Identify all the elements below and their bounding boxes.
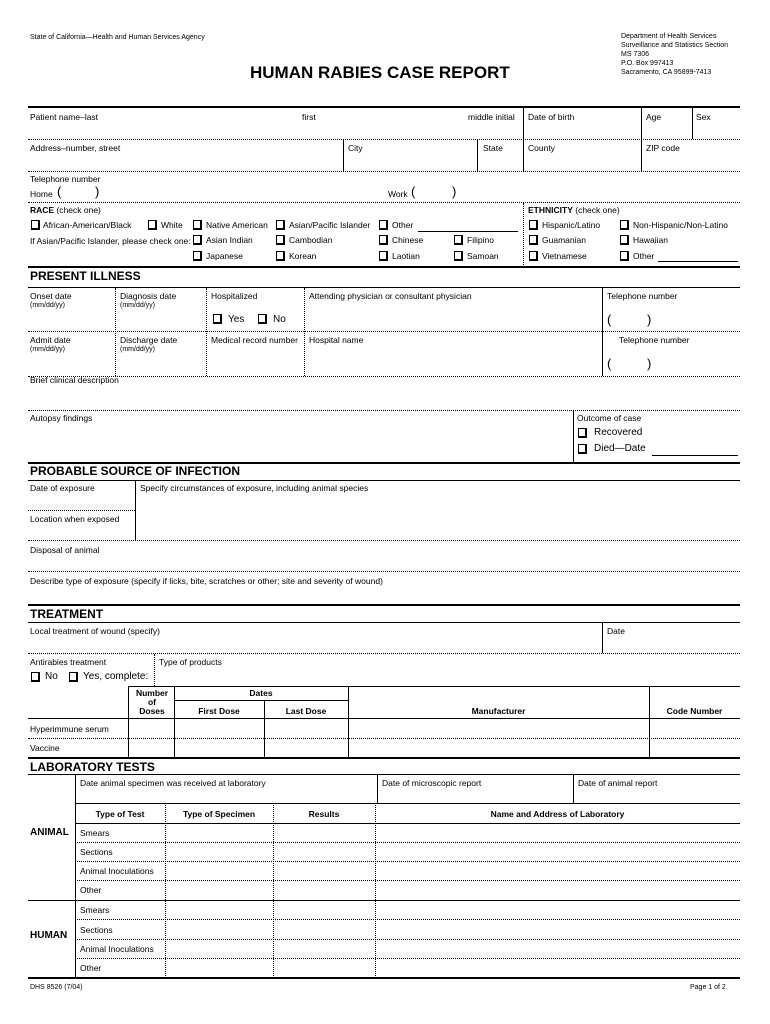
rule xyxy=(28,977,740,979)
test-row: Other xyxy=(80,963,102,973)
label-home: Home xyxy=(30,189,53,199)
rule xyxy=(28,604,740,606)
header-code-number: Code Number xyxy=(666,706,723,716)
label-discharge-date: Discharge date xyxy=(120,335,178,345)
race-checkbox[interactable] xyxy=(276,220,285,230)
agency-name: State of California—Health and Human Services Agency xyxy=(30,34,205,41)
date-format-hint: (mm/dd/yy) xyxy=(30,346,65,353)
page-number: Page 1 of 2 xyxy=(690,984,726,991)
asian-option: Samoan xyxy=(467,251,499,261)
asian-checkbox[interactable] xyxy=(276,251,285,261)
label-date-animal-report: Date of animal report xyxy=(578,778,658,788)
rule xyxy=(75,842,740,843)
asian-option: Laotian xyxy=(392,251,420,261)
label-county: County xyxy=(528,143,555,153)
rule xyxy=(28,331,740,332)
divider xyxy=(206,288,207,376)
label-diagnosis-date: Diagnosis date xyxy=(120,291,177,301)
test-row: Other xyxy=(80,885,102,895)
ethnicity-checkbox[interactable] xyxy=(529,220,538,230)
label-describe-exposure: Describe type of exposure (specify if licks, bite, scratches or other; site and severity of wound) xyxy=(30,576,383,586)
rule xyxy=(28,774,740,775)
ethnicity-option: Hispanic/Latino xyxy=(542,220,601,230)
ethnicity-option: Vietnamese xyxy=(542,251,587,261)
label-type-products: Type of products xyxy=(159,657,222,667)
divider xyxy=(115,288,116,376)
label-disposal: Disposal of animal xyxy=(30,545,100,555)
asian-checkbox[interactable] xyxy=(276,235,285,245)
rule xyxy=(28,900,740,901)
race-checkbox[interactable] xyxy=(379,220,388,230)
header-type-test: Type of Test xyxy=(95,809,145,819)
header-dates: Dates xyxy=(249,688,273,698)
divider xyxy=(573,774,574,803)
rule xyxy=(28,738,740,739)
date-format-hint: (mm/dd/yy) xyxy=(120,346,155,353)
dept-line-2: Surveillance and Statistics Section xyxy=(621,42,728,49)
race-checkbox[interactable] xyxy=(31,220,40,230)
rule xyxy=(75,919,740,920)
rule xyxy=(75,939,740,940)
ethnicity-checkbox[interactable] xyxy=(529,251,538,261)
asian-checkbox[interactable] xyxy=(454,235,463,245)
asian-checkbox[interactable] xyxy=(193,235,202,245)
test-row: Animal Inoculations xyxy=(80,866,154,876)
header-first-dose: First Dose xyxy=(198,706,240,716)
antirabies-no-label: No xyxy=(45,671,58,682)
section-present-illness: PRESENT ILLNESS xyxy=(30,269,141,283)
label-treatment-date: Date xyxy=(607,626,625,636)
rule xyxy=(28,287,740,288)
rule xyxy=(28,139,740,140)
race-hint: (check one) xyxy=(56,205,101,215)
divider xyxy=(602,288,603,376)
died-checkbox[interactable] xyxy=(578,444,587,454)
label-hospital-name: Hospital name xyxy=(309,335,364,345)
divider xyxy=(649,686,650,757)
header-manufacturer: Manufacturer xyxy=(471,706,526,716)
label-address: Address–number, street xyxy=(30,143,121,153)
asian-checkbox[interactable] xyxy=(379,251,388,261)
header-results: Results xyxy=(308,809,340,819)
died-label: Died—Date xyxy=(594,443,646,454)
test-row: Sections xyxy=(80,847,113,857)
label-date-exposure: Date of exposure xyxy=(30,483,95,493)
divider xyxy=(264,700,265,757)
divider xyxy=(165,803,166,978)
test-row: Sections xyxy=(80,925,113,935)
label-state: State xyxy=(483,143,503,153)
dept-line-4: P.O. Box 997413 xyxy=(621,60,674,67)
asian-checkbox[interactable] xyxy=(193,251,202,261)
antirabies-yes-checkbox[interactable] xyxy=(69,672,78,682)
race-option: Native American xyxy=(206,220,268,230)
label-antirabies: Antirabies treatment xyxy=(30,657,107,667)
header-number: Number xyxy=(135,688,169,698)
paren: ) xyxy=(647,312,652,327)
ethnicity-option: Guamanian xyxy=(542,235,586,245)
ethnicity-heading xyxy=(528,206,620,215)
rule xyxy=(28,510,135,511)
ethnicity-checkbox[interactable] xyxy=(529,235,538,245)
label-local-treatment: Local treatment of wound (specify) xyxy=(30,626,160,636)
died-date-fill-line[interactable] xyxy=(652,455,738,456)
label-admit-date: Admit date xyxy=(30,335,71,345)
divider xyxy=(174,686,175,757)
section-laboratory-tests: LABORATORY TESTS xyxy=(30,760,155,774)
rule xyxy=(28,376,740,377)
recovered-checkbox[interactable] xyxy=(578,428,587,438)
label-outcome: Outcome of case xyxy=(577,413,642,423)
label-first-name: first xyxy=(302,112,316,122)
hospitalized-yes-label: Yes xyxy=(228,314,245,325)
dept-line-5: Sacramento, CA 95899-7413 xyxy=(621,69,712,76)
divider xyxy=(692,107,693,139)
divider xyxy=(75,774,76,978)
paren: ( xyxy=(411,184,416,199)
hospitalized-no-label: No xyxy=(273,314,286,325)
race-option: Other xyxy=(392,220,414,230)
race-checkbox[interactable] xyxy=(193,220,202,230)
hospitalized-yes-checkbox[interactable] xyxy=(213,314,222,324)
paren: ) xyxy=(452,184,457,199)
ethnicity-option: Hawaiian xyxy=(633,235,668,245)
header-lab-name: Name and Address of Laboratory xyxy=(490,809,625,819)
paren: ( xyxy=(57,184,62,199)
rule xyxy=(28,106,740,108)
asian-option: Chinese xyxy=(392,235,424,245)
rule xyxy=(75,823,740,824)
paren: ( xyxy=(607,312,612,327)
divider xyxy=(477,139,478,171)
label-autopsy: Autopsy findings xyxy=(30,413,93,423)
race-heading xyxy=(30,206,101,215)
label-attending-physician: Attending physician or consultant physician xyxy=(309,291,472,301)
asian-checkbox[interactable] xyxy=(379,235,388,245)
paren: ) xyxy=(95,184,100,199)
divider xyxy=(523,107,524,139)
divider xyxy=(273,803,274,978)
rule xyxy=(75,803,740,804)
label-telephone: Telephone number xyxy=(30,174,101,184)
divider xyxy=(377,774,378,803)
ethnicity-checkbox[interactable] xyxy=(620,235,629,245)
rule xyxy=(28,757,740,759)
label-telephone-number: Telephone number xyxy=(607,291,678,301)
asian-option: Filipino xyxy=(467,235,494,245)
label-brief-clinical: Brief clinical description xyxy=(30,375,119,385)
asian-prompt: If Asian/Pacific Islander, please check one: xyxy=(30,236,191,246)
rule xyxy=(28,202,740,203)
other-fill-line[interactable] xyxy=(418,231,518,232)
rule xyxy=(75,958,740,959)
asian-checkbox[interactable] xyxy=(454,251,463,261)
header-type-specimen: Type of Specimen xyxy=(182,809,256,819)
header-doses: Doses xyxy=(139,706,165,716)
paren: ( xyxy=(607,356,612,371)
label-medical-record: Medical record number xyxy=(211,335,298,345)
label-middle-initial: middle initial xyxy=(468,112,515,122)
other-fill-line[interactable] xyxy=(658,261,738,262)
recovered-label: Recovered xyxy=(594,427,643,438)
label-specify-circumstances: Specify circumstances of exposure, including animal species xyxy=(140,483,369,493)
divider xyxy=(154,654,155,686)
divider xyxy=(128,686,129,757)
divider xyxy=(304,288,305,376)
ethnicity-label: ETHNICITY xyxy=(528,205,573,215)
label-date-of-birth: Date of birth xyxy=(528,112,575,122)
asian-option: Asian Indian xyxy=(206,235,253,245)
rule xyxy=(28,622,740,623)
label-human: HUMAN xyxy=(30,930,68,941)
ethnicity-option: Other xyxy=(633,251,655,261)
race-option: African-American/Black xyxy=(43,220,132,230)
label-animal: ANIMAL xyxy=(30,827,69,838)
race-option: Asian/Pacific Islander xyxy=(289,220,371,230)
label-zip-code: ZIP code xyxy=(646,143,680,153)
label-sex: Sex xyxy=(696,112,711,122)
rule xyxy=(28,410,740,411)
rule xyxy=(28,266,740,268)
dept-line-3: MS 7306 xyxy=(621,51,650,58)
divider xyxy=(641,107,642,139)
label-patient-name-last: Patient name–last xyxy=(30,112,99,122)
race-label: RACE xyxy=(30,205,55,215)
divider xyxy=(641,139,642,171)
form-id: DHS 8526 (7/04) xyxy=(30,984,83,991)
rule xyxy=(75,880,740,881)
asian-option: Japanese xyxy=(206,251,243,261)
header-last-dose: Last Dose xyxy=(285,706,327,716)
rule xyxy=(28,571,740,572)
ethnicity-hint: (check one) xyxy=(575,205,620,215)
asian-option: Korean xyxy=(289,251,317,261)
label-hospitalized: Hospitalized xyxy=(211,291,258,301)
label-age: Age xyxy=(646,112,662,122)
section-probable-source: PROBABLE SOURCE OF INFECTION xyxy=(30,464,241,478)
antirabies-no-checkbox[interactable] xyxy=(31,672,40,682)
race-checkbox[interactable] xyxy=(148,220,157,230)
hospitalized-no-checkbox[interactable] xyxy=(258,314,267,324)
label-city: City xyxy=(348,143,363,153)
label-onset-date: Onset date xyxy=(30,291,72,301)
divider xyxy=(523,139,524,171)
label-telephone-number-2: Telephone number xyxy=(619,335,690,345)
asian-option: Cambodian xyxy=(289,235,333,245)
rule xyxy=(28,718,740,719)
rule xyxy=(28,540,740,541)
test-row: Smears xyxy=(80,828,110,838)
label-date-received: Date animal specimen was received at laboratory xyxy=(80,778,266,788)
race-option: White xyxy=(161,220,183,230)
divider xyxy=(523,203,524,265)
form-title: HUMAN RABIES CASE REPORT xyxy=(250,63,510,82)
label-work: Work xyxy=(388,189,408,199)
row-hyperimmune-serum: Hyperimmune serum xyxy=(30,724,109,734)
divider xyxy=(375,803,376,978)
paren: ) xyxy=(647,356,652,371)
divider xyxy=(573,410,574,462)
ethnicity-checkbox[interactable] xyxy=(620,251,629,261)
label-location-exposed: Location when exposed xyxy=(30,514,120,524)
divider xyxy=(348,686,349,757)
section-treatment: TREATMENT xyxy=(30,607,104,621)
rule xyxy=(75,861,740,862)
ethnicity-checkbox[interactable] xyxy=(620,220,629,230)
header-of: of xyxy=(147,697,157,707)
date-format-hint: (mm/dd/yy) xyxy=(120,302,155,309)
ethnicity-option: Non-Hispanic/Non-Latino xyxy=(633,220,728,230)
test-row: Animal Inoculations xyxy=(80,944,154,954)
divider xyxy=(135,480,136,540)
dept-line-1: Department of Health Services xyxy=(621,33,717,40)
row-vaccine: Vaccine xyxy=(30,743,60,753)
rule xyxy=(28,171,740,172)
test-row: Smears xyxy=(80,905,110,915)
divider xyxy=(602,622,603,653)
divider xyxy=(343,139,344,171)
antirabies-yes-label: Yes, complete: xyxy=(83,671,149,682)
date-format-hint: (mm/dd/yy) xyxy=(30,302,65,309)
rule xyxy=(174,700,348,701)
rule xyxy=(28,653,740,654)
label-date-microscopic: Date of microscopic report xyxy=(382,778,482,788)
